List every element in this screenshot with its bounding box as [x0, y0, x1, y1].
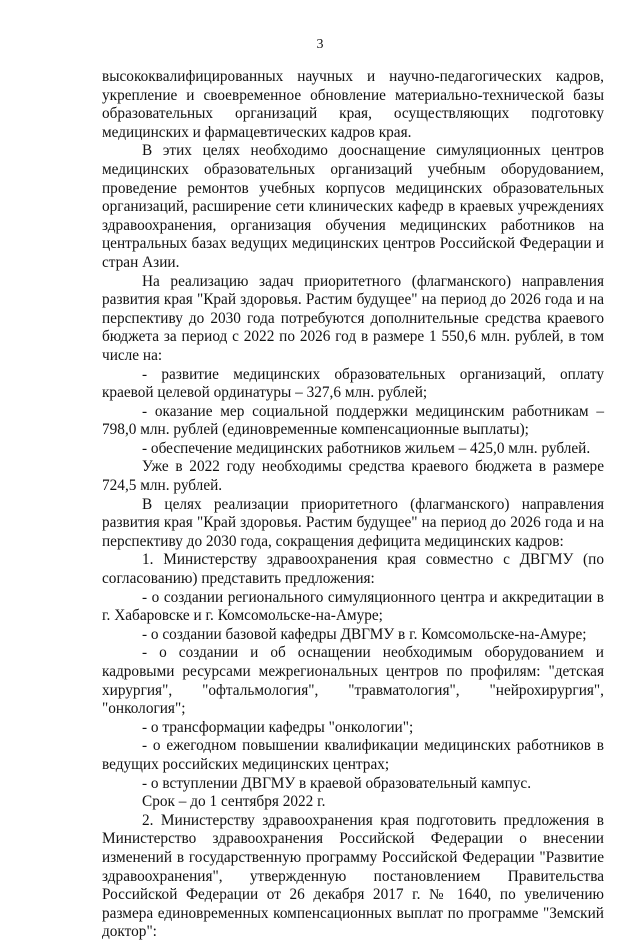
list-item-base-department: - о создании базовой кафедры ДВГМУ в г. Комсомольске-на-Амуре; — [142, 625, 587, 643]
list-item-campus: - о вступлении ДВГМУ в краевой образовательный кампус. — [142, 774, 532, 792]
list-item-qualification: - о ежегодном повышении квалификации медицинских работников в ведущих российских медицинских центрах; — [102, 737, 604, 773]
page-number: 3 — [316, 37, 324, 52]
list-item-interregional-centers: - о создании и об оснащении необходимым оборудованием и кадровыми ресурсами межрегиональных центров по профилям: "детская хирургия", "офтальмология", "травматология", "нейрохирургия", "онкология"; — [102, 644, 604, 718]
list-item-education-funding: - развитие медицинских образовательных организаций, оплату краевой целевой ординатуры – 327,6 млн. рублей; — [102, 365, 604, 402]
paragraph-budget-needs: На реализацию задач приоритетного (флагманского) направления развития края "Край здоровья. Растим будущее" на период до 2026 года и на перспективу до 2030 года потребуются дополнительные средства краевого бюджета за период с 2022 по 2026 год в размере 1 550,6 млн. рублей, в том числе на: — [102, 272, 604, 364]
list-item-housing: - обеспечение медицинских работников жильем – 425,0 млн. рублей. — [142, 439, 591, 457]
document-body — [102, 68, 604, 942]
list-item-oncology-department: - о трансформации кафедры "онкологии"; — [142, 718, 414, 736]
paragraph-implementation-goals: В целях реализации приоритетного (флагманского) направления развития края "Край здоровья. Растим будущее" на период до 2026 года и на перспективу до 2030 года, сокращения дефицита медицинских кадров: — [102, 495, 604, 550]
instruction-item-2: 2. Министерству здравоохранения края подготовить предложения в Министерство здравоохранения Российской Федерации о внесении изменений в государственную программу Российской Федерации "Развитие здравоохранения", утвержденную постановлением Правительства Российской Федерации от 26 декабря 2017 г. № 1640, по увеличению размера единовременных компенсационных выплат по программе "Земский доктор": — [102, 811, 604, 941]
list-item-simulation-center: - о создании регионального симуляционного центра и аккредитации в г. Хабаровске и г. Комсомольске-на-Амуре; — [102, 588, 604, 625]
paragraph-2022-funds: Уже в 2022 году необходимы средства краевого бюджета в размере 724,5 млн. рублей. — [102, 458, 604, 495]
instruction-item-1: 1. Министерству здравоохранения края совместно с ДВГМУ (по согласованию) представить предложения: — [102, 551, 604, 588]
deadline-text: Срок – до 1 сентября 2022 г. — [142, 793, 326, 811]
list-item-social-support: - оказание мер социальной поддержки медицинским работникам – 798,0 млн. рублей (единовременные компенсационные выплаты); — [102, 402, 604, 439]
paragraph-simulation-centers: В этих целях необходимо дооснащение симуляционных центров медицинских образовательных организаций учебным оборудованием, проведение ремонтов учебных корпусов медицинских образовательных организаций, расширение сети клинических кафедр в краевых учреждениях здравоохранения, организация обучения медицинских работников на центральных базах ведущих медицинских центров Российской Федерации и стран Азии. — [102, 142, 604, 271]
paragraph-continuation: высококвалифицированных научных и научно-педагогических кадров, укрепление и своевременное обновление материально-технической базы образовательных организаций края, осуществляющих подготовку медицинских и фармацевтических кадров края. — [102, 68, 604, 141]
